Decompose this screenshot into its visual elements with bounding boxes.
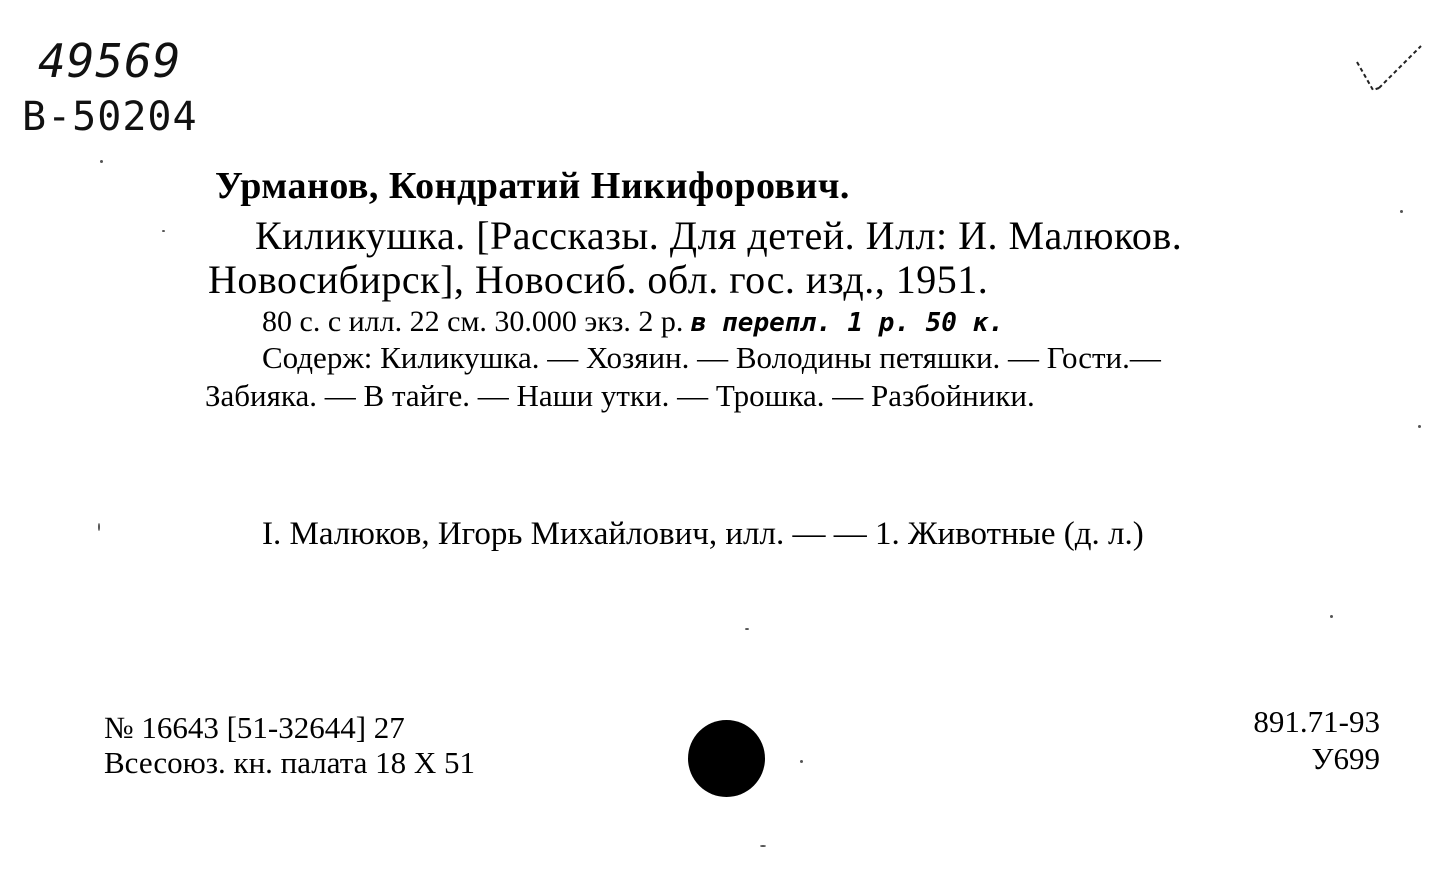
call-number: В-50204 [22, 94, 198, 140]
title-line-2: Новосибирск], Новосиб. обл. гос. изд., 1951. [208, 257, 989, 302]
speck [760, 845, 766, 847]
record-number: № 16643 [51-32644] 27 [104, 710, 405, 745]
speck [162, 230, 165, 232]
collation [262, 305, 1004, 339]
punch-hole [688, 720, 765, 797]
author-mark: У699 [1311, 741, 1380, 776]
speck [800, 760, 803, 763]
check-mark-icon [1355, 44, 1425, 99]
speck [1330, 615, 1333, 618]
collation-printed: 80 с. с илл. 22 см. 30.000 экз. 2 р. [262, 305, 684, 338]
speck [100, 160, 103, 163]
collation-handwritten-price: в перепл. 1 р. 50 к. [690, 308, 1004, 338]
speck [98, 523, 100, 531]
title-line-1: Киликушка. [Рассказы. Для детей. Илл: И. Малюков. [255, 213, 1183, 258]
classification-code: 891.71-93 [1253, 704, 1380, 739]
speck [745, 628, 749, 630]
contents-line-2: Забияка. — В тайге. — Наши утки. — Трошка. — Разбойники. [205, 378, 1035, 413]
contents-line-1: Содерж: Киликушка. — Хозяин. — Володины петяшки. — Гости.— [262, 340, 1161, 375]
added-entries: I. Малюков, Игорь Михайлович, илл. — — 1. Животные (д. л.) [262, 516, 1144, 552]
speck [1400, 210, 1403, 213]
author-heading: Урманов, Кондратий Никифорович. [215, 165, 850, 207]
speck [1418, 425, 1421, 428]
inventory-number: 49569 [38, 34, 182, 88]
book-chamber-line: Всесоюз. кн. палата 18 X 51 [104, 745, 476, 780]
